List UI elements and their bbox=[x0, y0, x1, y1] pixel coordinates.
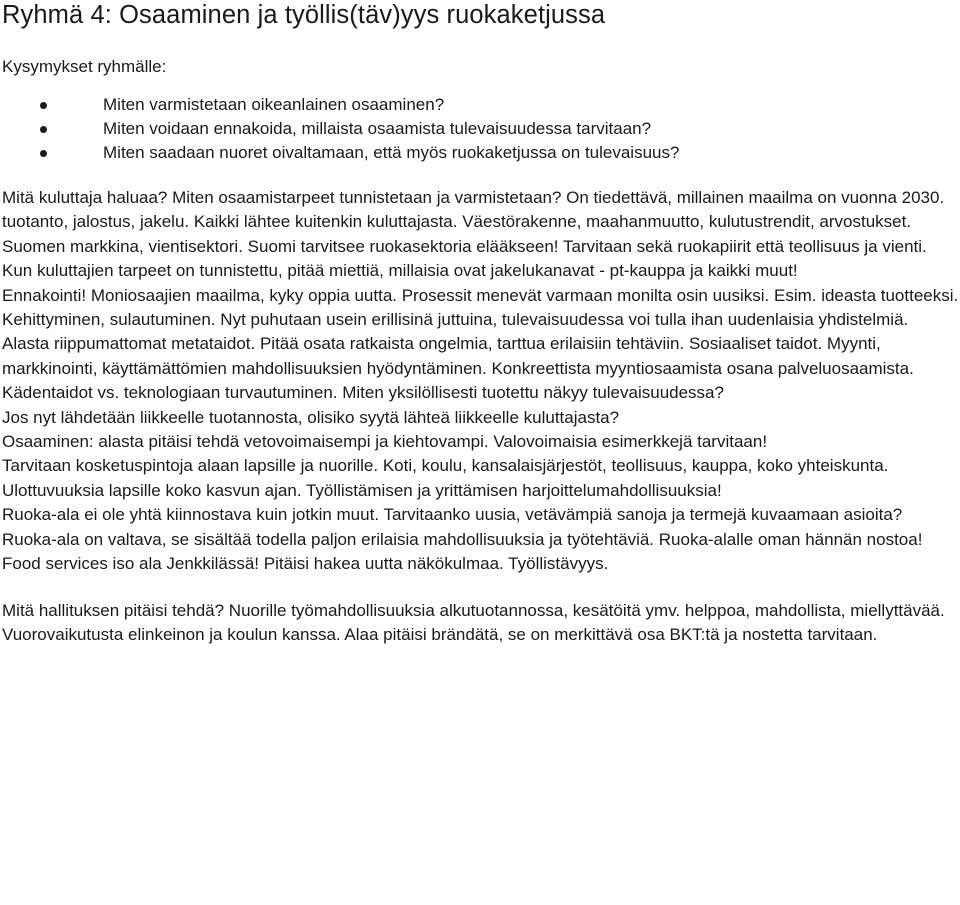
document-body bbox=[2, 186, 960, 647]
list-item bbox=[2, 141, 960, 165]
paragraph-metaskills: Alasta riippumattomat metataidot. Pitää osata ratkaista ongelmia, tarttua erilaisiin tehtäviin. Sosiaaliset taidot. Myynti, markkinointi, käyttämättömien mahdollisuuksien hyödyntäminen. Konkreettista myyntiosaamista osana palveluosaamista. bbox=[2, 334, 914, 378]
paragraph-consumer: Mitä kuluttaja haluaa? Miten osaamistarpeet tunnistetaan ja varmistetaan? On tiedettävä, millainen maailma on vuonna 2030. tuotanto, jalostus, jakelu. Kaikki lähtee kuitenkin kuluttajasta. Väestörakenne, maahanmuutto, kulutustrendit, arvostukset. Suomen markkina, vientisektori. Suomi tarvitsee ruokasektoria elääkseen! Tarvitaan sekä ruokapiirit että teollisuus ja vienti. Kun kuluttajien tarpeet on tunnistettu, pitää miettiä, millaisia ovat jakelukanavat - pt-kauppa ja kaikki muut! bbox=[2, 188, 945, 281]
questions-list bbox=[2, 93, 960, 165]
question-text: Miten voidaan ennakoida, millaista osaamista tulevaisuudessa tarvitaan? bbox=[103, 119, 652, 138]
question-text: Miten saadaan nuoret oivaltamaan, että myös ruokaketjussa on tulevaisuus? bbox=[103, 143, 680, 162]
paragraph-opportunities: Ruoka-ala on valtava, se sisältää todella paljon erilaisia mahdollisuuksia ja työtehtäviä. Ruoka-alalle oman hännän nostoa! Food services iso ala Jenkkilässä! Pitäisi hakea uutta näkökulmaa. Työllistävyys. bbox=[2, 529, 923, 574]
document-title: Ryhmä 4: Osaaminen ja työllis(täv)yys ruokaketjussa bbox=[2, 1, 606, 29]
paragraph-production: Jos nyt lähdetään liikkeelle tuotannosta, olisiko syytä lähteä liikkeelle kuluttajasta? bbox=[2, 407, 620, 427]
paragraph-touchpoints: Tarvitaan kosketuspintoja alaan lapsille ja nuorille. Koti, koulu, kansalaisjärjestöt, teollisuus, kauppa, koko yhteiskunta. Ulottuvuuksia lapsille koko kasvun ajan. Työllistämisen ja yrittämisen harjoittelumahdollisuuksia! bbox=[2, 456, 889, 500]
questions-intro: Kysymykset ryhmälle: bbox=[2, 57, 167, 76]
paragraph-attractiveness: Osaaminen: alasta pitäisi tehdä vetovoimaisempi ja kiehtovampi. Valovoimaisia esimerkkejä tarvitaan! bbox=[2, 432, 768, 452]
bullet-icon bbox=[40, 126, 47, 133]
paragraph-foresight: Ennakointi! Moniosaajien maailma, kyky oppia uutta. Prosessit menevät varmaan monilta osin uusiksi. Esim. ideasta tuotteeksi. Kehittyminen, sulautuminen. Nyt puhutaan usein erillisinä juttuina, tulevaisuudessa voi tulla ihan uudenlaisia yhdistelmiä. bbox=[2, 285, 959, 330]
question-text: Miten varmistetaan oikeanlainen osaaminen? bbox=[103, 95, 445, 114]
bullet-icon bbox=[40, 102, 47, 109]
paragraph-handcraft: Kädentaidot vs. teknologiaan turvautuminen. Miten yksilöllisesti tuotettu näkyy tulevaisuudessa? bbox=[2, 383, 724, 403]
paragraph-interest: Ruoka-ala ei ole yhtä kiinnostava kuin jotkin muut. Tarvitaanko uusia, vetävämpiä sanoja ja termejä kuvaamaan asioita? bbox=[2, 505, 903, 525]
list-item bbox=[2, 93, 960, 117]
bullet-icon bbox=[40, 150, 47, 157]
list-item bbox=[2, 117, 960, 141]
paragraph-government: Mitä hallituksen pitäisi tehdä? Nuorille työmahdollisuuksia alkutuotannossa, kesätöitä ymv. helppoa, mahdollista, miellyttävää. Vuorovaikutusta elinkeinon ja koulun kanssa. Alaa pitäisi brändätä, se on merkittävä osa BKT:tä ja nostetta tarvitaan. bbox=[2, 600, 945, 644]
